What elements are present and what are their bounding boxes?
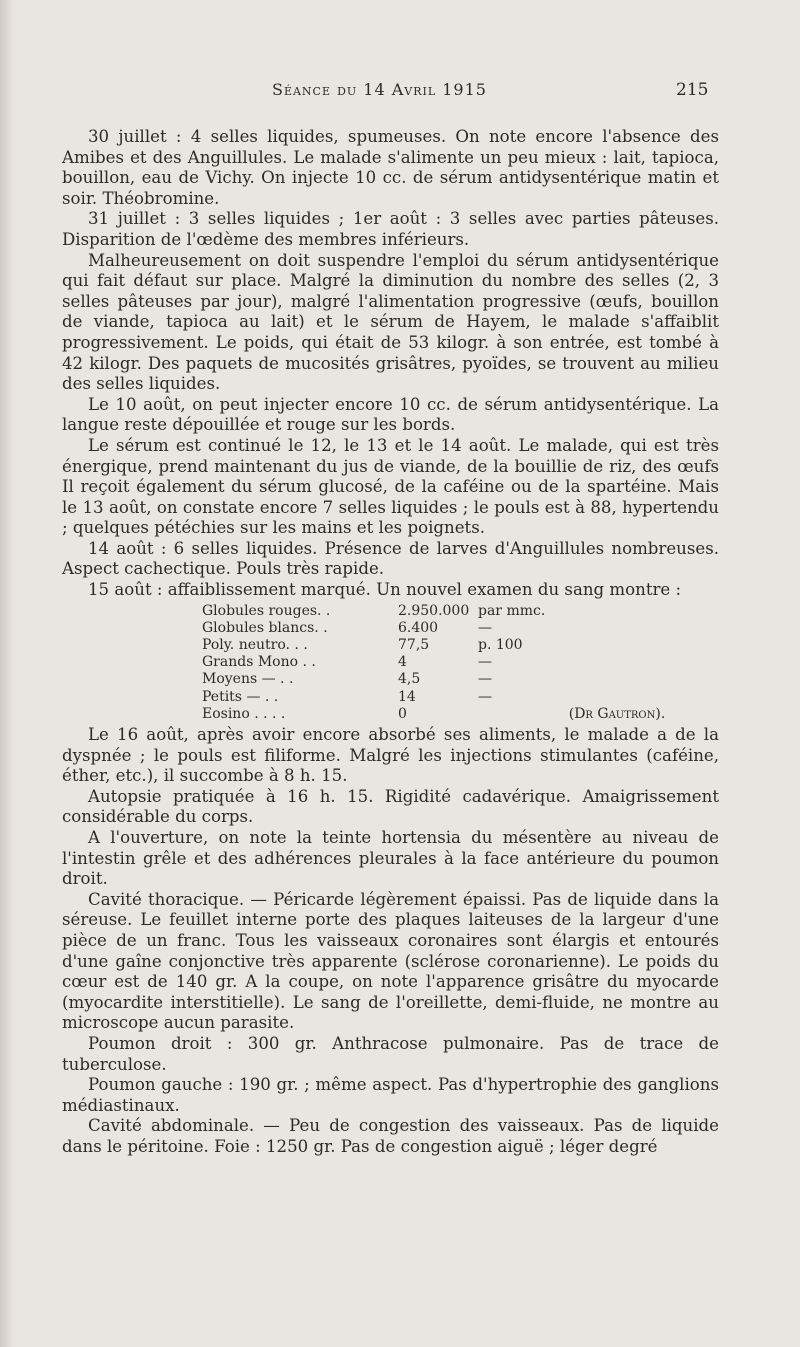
table-cell-extra bbox=[545, 671, 665, 688]
table-cell-extra bbox=[545, 689, 665, 706]
table-row bbox=[202, 603, 665, 620]
table-cell-unit bbox=[478, 706, 545, 723]
table-cell-unit: — bbox=[478, 654, 492, 671]
table-row bbox=[202, 654, 665, 671]
table-cell-value: 4,5 bbox=[398, 671, 421, 688]
table-cell-extra bbox=[545, 654, 665, 671]
paragraph: Le 16 août, après avoir encore absorbé ses aliments, le malade a de la dyspnée ; le pouls est filiforme. Malgré les injections stimulantes (caféine, éther, etc.), il succombe à 8 h. 15. bbox=[62, 725, 719, 786]
table-cell-unit: — bbox=[478, 688, 492, 705]
paragraph: 14 août : 6 selles liquides. Présence de larves d'Anguillules nombreuses. Aspect cachectique. Pouls très rapide. bbox=[62, 538, 719, 579]
paragraph: Le sérum est continué le 12, le 13 et le 14 août. Le malade, qui est très énergique, prend maintenant du jus de viande, de la bouillie de riz, des œufs Il reçoit également du sérum glucosé, de la caféine ou de la spartéine. Mais le 13 août, on constate encore 7 selles liquides ; le pouls est à 88, hypertendu ; quelques pétéchies sur les mains et les poignets. bbox=[62, 435, 719, 538]
paragraph: Poumon gauche : 190 gr. ; même aspect. Pas d'hypertrophie des ganglions médiastinaux. bbox=[62, 1075, 719, 1115]
table-cell-name: Petits — . . bbox=[202, 688, 279, 705]
running-head: Séance du 14 Avril 1915 bbox=[272, 80, 487, 99]
table-cell-unit: par mmc. bbox=[478, 602, 546, 619]
table-cell-value: 77,5 bbox=[398, 637, 430, 654]
table-cell-value: 14 bbox=[398, 688, 416, 705]
table-cell-name: Globules blancs. . bbox=[202, 619, 328, 636]
table-cell-unit: p. 100 bbox=[478, 637, 523, 654]
table-cell-extra bbox=[545, 603, 665, 620]
page-body bbox=[62, 127, 719, 1158]
page-header bbox=[0, 80, 800, 106]
table-row bbox=[202, 689, 665, 706]
table-row bbox=[202, 620, 665, 637]
table-cell-value: 4 bbox=[398, 654, 407, 671]
table-row bbox=[202, 671, 665, 688]
paragraph: Autopsie pratiquée à 16 h. 15. Rigidité cadavérique. Amaigrissement considérable du corps. bbox=[62, 786, 719, 827]
paragraph: 31 juillet : 3 selles liquides ; 1er août : 3 selles avec parties pâteuses. Disparition de l'œdème des membres inférieurs. bbox=[62, 209, 719, 249]
table-row bbox=[202, 637, 665, 654]
page-binding-shadow bbox=[0, 0, 14, 1347]
table-cell-name: Poly. neutro. . . bbox=[202, 637, 308, 654]
table-row bbox=[202, 706, 665, 723]
blood-count-table bbox=[202, 603, 665, 723]
table-cell-name: Grands Mono . . bbox=[202, 654, 316, 671]
table-cell-unit: — bbox=[478, 671, 492, 688]
table-cell-name: Eosino . . . . bbox=[202, 705, 286, 722]
paragraph: 30 juillet : 4 selles liquides, spumeuses. On note encore l'absence des Amibes et des Anguillules. Le malade s'alimente un peu mieux : lait, tapioca, bouillon, eau de Vichy. On injecte 10 cc. de sérum antidysentérique matin et soir. Théobromine. bbox=[62, 127, 719, 208]
paragraph: A l'ouverture, on note la teinte hortensia du mésentère au niveau de l'intestin grêle et des adhérences pleurales à la face antérieure du poumon droit. bbox=[62, 828, 719, 889]
table-cell-name: Globules rouges. . bbox=[202, 602, 331, 619]
table-cell-extra bbox=[545, 620, 665, 637]
table-cell-value: 0 bbox=[398, 705, 407, 722]
paragraph: Malheureusement on doit suspendre l'emploi du sérum antidysentérique qui fait défaut sur place. Malgré la diminution du nombre des selles (2, 3 selles pâteuses par jour), malgré l'alimentation progressive (œufs, bouillon de viande, tapioca au lait) et le sérum de Hayem, le malade s'affaiblit progressivement. Le poids, qui était de 53 kilogr. à son entrée, est tombé à 42 kilogr. Des paquets de mucosités grisâtres, pyoïdes, se trouvent au milieu des selles liquides. bbox=[62, 250, 719, 394]
paragraph: Cavité abdominale. — Peu de congestion des vaisseaux. Pas de liquide dans le péritoine. Foie : 1250 gr. Pas de congestion aiguë ; léger degré bbox=[62, 1116, 719, 1156]
page-number: 215 bbox=[676, 80, 709, 100]
table-cell-value: 6.400 bbox=[398, 619, 439, 636]
table-cell-signature: (Dr Gautron). bbox=[568, 705, 666, 722]
paragraph: Le 10 août, on peut injecter encore 10 cc. de sérum antidysentérique. La langue reste dépouillée et rouge sur les bords. bbox=[62, 394, 719, 435]
paragraph: Cavité thoracique. — Péricarde légèrement épaissi. Pas de liquide dans la séreuse. Le feuillet interne porte des plaques laiteuses de la largeur d'une pièce de un franc. Tous les vaisseaux coronaires sont élargis et entourés d'une gaîne conjonctive très apparente (sclérose coronarienne). Le poids du cœur est de 140 gr. A la coupe, on note l'apparence grisâtre du myocarde (myocardite interstitielle). Le sang de l'oreillette, demi-fluide, ne montre au microscope aucun parasite. bbox=[62, 889, 719, 1033]
table-cell-unit: — bbox=[478, 619, 492, 636]
table-cell-name: Moyens — . . bbox=[202, 671, 294, 688]
paragraph: 15 août : affaiblissement marqué. Un nouvel examen du sang montre : bbox=[88, 580, 682, 600]
table-cell-value: 2.950.000 bbox=[398, 602, 470, 619]
table-cell-extra bbox=[545, 637, 665, 654]
paragraph: Poumon droit : 300 gr. Anthracose pulmonaire. Pas de trace de tuberculose. bbox=[62, 1033, 719, 1074]
